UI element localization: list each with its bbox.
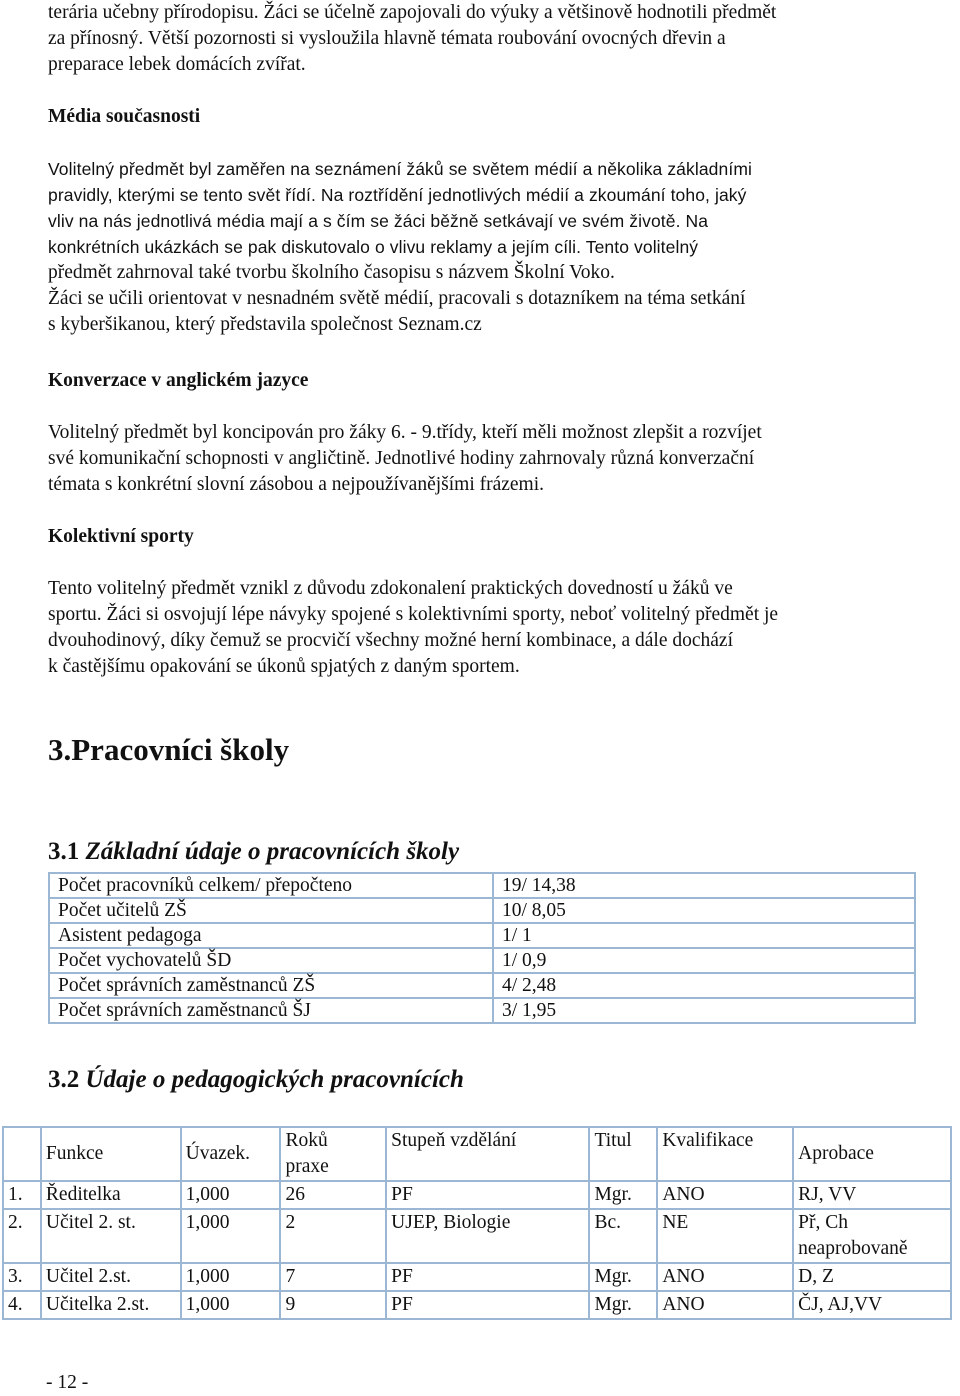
media-line-6: Žáci se učili orientovat v nesnadném světě médií, pracovali s dotazníkem na téma setkání xyxy=(48,288,746,309)
cell-aprobace: RJ, VV xyxy=(793,1181,951,1209)
intro-paragraph xyxy=(48,0,908,78)
section-3-2-number: 3.2 xyxy=(48,1066,80,1093)
header-funkce: Funkce xyxy=(41,1127,181,1181)
intro-line-3: preparace lebek domácích zvířat. xyxy=(48,54,306,75)
cell-titul: Mgr. xyxy=(589,1263,657,1291)
media-paragraph xyxy=(48,156,908,338)
staff-label: Počet vychovatelů ŠD xyxy=(49,948,493,973)
cell-kvalifikace: NE xyxy=(657,1209,793,1263)
cell-vzdelani: UJEP, Biologie xyxy=(386,1209,589,1263)
cell-titul: Mgr. xyxy=(589,1181,657,1209)
staff-value: 3/ 1,95 xyxy=(493,998,915,1023)
chapter-title: 3.Pracovníci školy xyxy=(48,732,290,767)
konverzace-heading: Konverzace v anglickém jazyce xyxy=(48,370,309,391)
media-line-5: předmět zahrnoval také tvorbu školního časopisu s názvem Školní Voko. xyxy=(48,262,615,283)
table-row xyxy=(49,973,915,998)
row-number: 1. xyxy=(3,1181,41,1209)
sporty-paragraph xyxy=(48,576,908,680)
sporty-line-4: k častějšímu opakování se úkonů spjatých z daným sportem. xyxy=(48,656,520,677)
staff-label: Počet správních zaměstnanců ZŠ xyxy=(49,973,493,998)
cell-aprobace-line-1: Př, Ch xyxy=(798,1212,848,1233)
konverzace-line-1: Volitelný předmět byl koncipován pro žáky 6. - 9.třídy, kteří měli možnost zlepšit a rozvíjet xyxy=(48,422,762,443)
konverzace-line-3: témata s konkrétní slovní zásobou a nejpoužívanějšími frázemi. xyxy=(48,474,545,495)
cell-kvalifikace: ANO xyxy=(657,1181,793,1209)
cell-aprobace: D, Z xyxy=(793,1263,951,1291)
cell-uvazek: 1,000 xyxy=(181,1181,281,1209)
cell-uvazek: 1,000 xyxy=(181,1263,281,1291)
section-3-1-number: 3.1 xyxy=(48,838,80,865)
section-3-2-heading xyxy=(48,1064,908,1096)
section-3-1-heading xyxy=(48,836,908,868)
cell-vzdelani: PF xyxy=(386,1181,589,1209)
sporty-line-2: sportu. Žáci si osvojují lépe návyky spojené s kolektivními sporty, neboť volitelný předmět je xyxy=(48,604,779,625)
page-number: - 12 - xyxy=(46,1372,89,1393)
cell-titul: Bc. xyxy=(589,1209,657,1263)
staff-value: 1/ 1 xyxy=(493,923,915,948)
staff-label: Počet pracovníků celkem/ přepočteno xyxy=(49,873,493,898)
section-3-2-title: Údaje o pedagogických pracovnících xyxy=(85,1066,464,1093)
media-line-3: vliv na nás jednotlivá média mají a s čím se žáci běžně setkávají ve svém životě. Na xyxy=(48,211,709,231)
header-titul: Titul xyxy=(589,1127,657,1181)
cell-aprobace: ČJ, AJ,VV xyxy=(793,1291,951,1319)
konverzace-line-2: své komunikační schopnosti v angličtině. Jednotlivé hodiny zahrnovaly různá konverzační xyxy=(48,448,755,469)
cell-praxe: 7 xyxy=(280,1263,386,1291)
staff-label: Počet učitelů ZŠ xyxy=(49,898,493,923)
cell-praxe: 9 xyxy=(280,1291,386,1319)
sporty-heading: Kolektivní sporty xyxy=(48,526,194,547)
intro-line-2: za přínosný. Větší pozornosti si vysloužila hlavně témata roubování ovocných dřevin a xyxy=(48,28,726,49)
cell-uvazek: 1,000 xyxy=(181,1209,281,1263)
table-row xyxy=(49,923,915,948)
staff-value: 10/ 8,05 xyxy=(493,898,915,923)
cell-funkce: Ředitelka xyxy=(41,1181,181,1209)
cell-funkce: Učitel 2.st. xyxy=(41,1263,181,1291)
media-heading: Média současnosti xyxy=(48,106,201,127)
table-header-row xyxy=(3,1127,951,1181)
cell-vzdelani: PF xyxy=(386,1263,589,1291)
table-row xyxy=(49,998,915,1023)
table-row xyxy=(49,898,915,923)
staff-value: 4/ 2,48 xyxy=(493,973,915,998)
staff-summary-table xyxy=(48,872,916,1024)
cell-kvalifikace: ANO xyxy=(657,1263,793,1291)
table-row xyxy=(49,873,915,898)
pedagogical-staff-table xyxy=(2,1126,952,1320)
cell-praxe: 2 xyxy=(280,1209,386,1263)
header-aprobace: Aprobace xyxy=(793,1127,951,1181)
media-line-4: konkrétních ukázkách se pak diskutovalo o vlivu reklamy a jejím cíli. Tento volitelný xyxy=(48,237,699,257)
header-roku-praxe xyxy=(280,1127,386,1181)
staff-value: 19/ 14,38 xyxy=(493,873,915,898)
table-row xyxy=(49,948,915,973)
sporty-line-1: Tento volitelný předmět vznikl z důvodu zdokonalení praktických dovedností u žáků ve xyxy=(48,578,733,599)
table-row xyxy=(3,1209,951,1263)
cell-funkce: Učitelka 2.st. xyxy=(41,1291,181,1319)
header-kvalifikace: Kvalifikace xyxy=(657,1127,793,1181)
staff-value: 1/ 0,9 xyxy=(493,948,915,973)
konverzace-paragraph xyxy=(48,420,908,498)
cell-praxe: 26 xyxy=(280,1181,386,1209)
header-stupen: Stupeň vzdělání xyxy=(386,1127,589,1181)
row-number: 4. xyxy=(3,1291,41,1319)
cell-kvalifikace: ANO xyxy=(657,1291,793,1319)
table-row xyxy=(3,1181,951,1209)
cell-titul: Mgr. xyxy=(589,1291,657,1319)
media-line-1: Volitelný předmět byl zaměřen na seznámení žáků se světem médií a několika základními xyxy=(48,159,752,179)
table-row xyxy=(3,1263,951,1291)
cell-aprobace xyxy=(793,1209,951,1263)
media-line-2: pravidly, kterými se tento svět řídí. Na roztřídění jednotlivých médií a zkoumání toho, jaký xyxy=(48,185,747,205)
intro-line-1: terária učebny přírodopisu. Žáci se účelně zapojovali do výuky a většinově hodnotili předmět xyxy=(48,2,777,23)
header-number xyxy=(3,1127,41,1181)
staff-label: Počet správních zaměstnanců ŠJ xyxy=(49,998,493,1023)
staff-label: Asistent pedagoga xyxy=(49,923,493,948)
cell-vzdelani: PF xyxy=(386,1291,589,1319)
row-number: 2. xyxy=(3,1209,41,1263)
row-number: 3. xyxy=(3,1263,41,1291)
cell-uvazek: 1,000 xyxy=(181,1291,281,1319)
cell-funkce: Učitel 2. st. xyxy=(41,1209,181,1263)
media-line-7: s kyberšikanou, který představila společnost Seznam.cz xyxy=(48,314,482,335)
section-3-1-title: Základní údaje o pracovnících školy xyxy=(85,838,460,865)
header-praxe: praxe xyxy=(285,1156,329,1177)
header-roku: Roků xyxy=(285,1130,328,1151)
cell-aprobace-line-2: neaprobovaně xyxy=(798,1238,908,1259)
sporty-line-3: dvouhodinový, díky čemuž se procvičí všechny možné herní kombinace, a dále dochází xyxy=(48,630,733,651)
header-uvazek: Úvazek. xyxy=(181,1127,281,1181)
table-row xyxy=(3,1291,951,1319)
